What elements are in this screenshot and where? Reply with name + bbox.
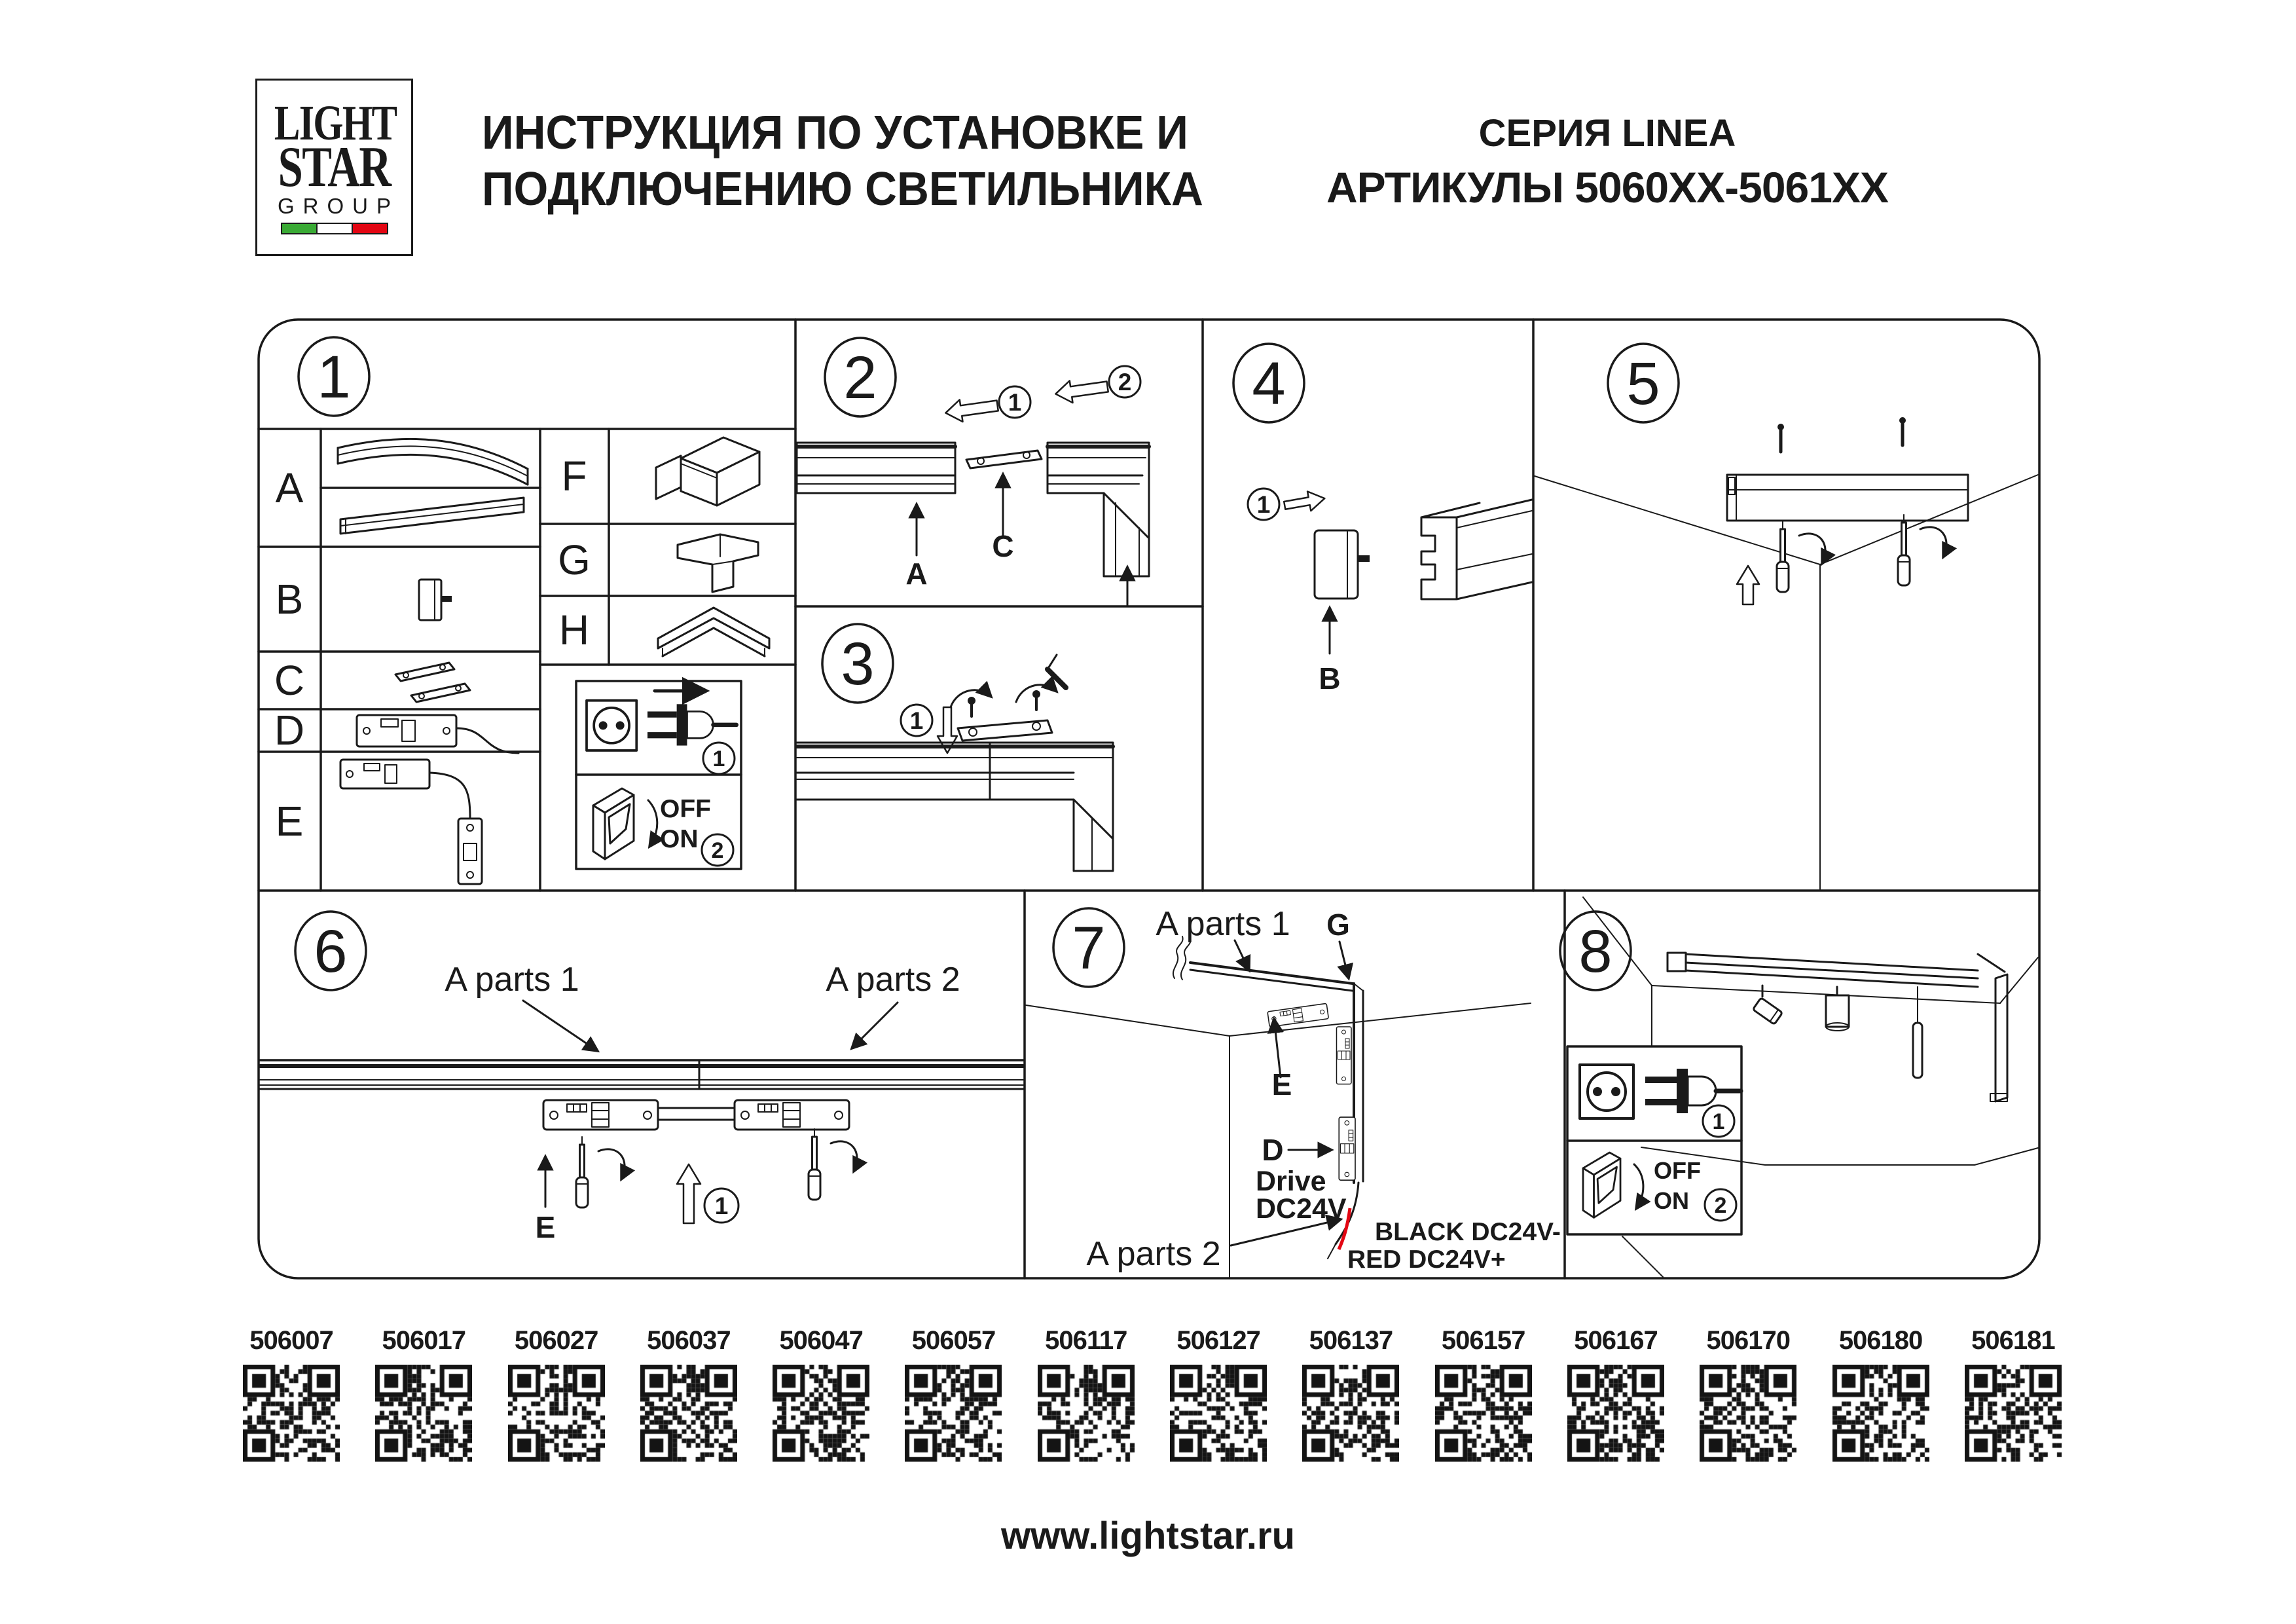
hollow-arrow-step1-icon	[944, 395, 999, 424]
qr-item	[1699, 1326, 1797, 1462]
qr-code-image	[1700, 1365, 1796, 1462]
part-a-straight-track-drawing	[340, 498, 524, 534]
qr-code-image	[1170, 1365, 1267, 1462]
qr-code-image	[508, 1365, 605, 1462]
qr-item	[374, 1326, 473, 1462]
qr-article-number: 506167	[1574, 1326, 1658, 1355]
part-label-f: F	[561, 452, 587, 500]
qr-item	[1832, 1326, 1930, 1462]
part-a-curved-track-drawing	[338, 439, 528, 485]
end-cap-b-drawing	[1315, 530, 1370, 599]
part-label-e: E	[275, 798, 304, 845]
panel-1-number: 1	[317, 344, 351, 411]
logo-star-text: STAR	[278, 136, 391, 199]
part-h-flat-corner-drawing	[658, 608, 769, 656]
callout-g: G	[1326, 908, 1350, 942]
luminaires-drawing	[1753, 986, 1922, 1078]
panel-8-number: 8	[1578, 918, 1613, 985]
panel-4-end-cap	[1233, 344, 1532, 695]
panel-3-step-1: 1	[909, 707, 924, 734]
series-name: СЕРИЯ LINEA	[1478, 112, 1736, 155]
inset-step-1: 1	[1712, 1109, 1725, 1134]
callout-e: E	[535, 1210, 556, 1244]
qr-code-image	[1965, 1365, 2062, 1462]
panel-6-number: 6	[314, 918, 348, 985]
drive-label-line1: Drive	[1256, 1166, 1326, 1197]
qr-article-number: 506007	[249, 1326, 333, 1355]
inset-step-2: 2	[711, 838, 724, 863]
panel-1-power-inset	[576, 681, 741, 869]
inset-on-label: ON	[660, 825, 699, 853]
qr-article-number: 506127	[1176, 1326, 1260, 1355]
panel-7-corner-wiring	[1026, 905, 1561, 1277]
left-track-drawing	[797, 443, 955, 493]
screw-icons	[1777, 417, 1906, 452]
qr-item	[507, 1326, 606, 1462]
qr-code-image	[1567, 1365, 1664, 1462]
qr-article-number: 506047	[779, 1326, 863, 1355]
panel-1-parts-table	[259, 337, 795, 891]
screws-and-plate-drawing	[951, 655, 1066, 741]
qr-article-number: 506137	[1309, 1326, 1393, 1355]
long-track-drawing	[260, 1060, 1023, 1089]
logo-light-text: LIGHT	[274, 96, 397, 151]
qr-item	[1964, 1326, 2062, 1462]
callout-e: E	[1271, 1067, 1292, 1101]
qr-article-number: 506027	[514, 1326, 598, 1355]
qr-article-number: 506157	[1441, 1326, 1525, 1355]
track-profile-drawing	[1421, 500, 1532, 599]
part-label-h: H	[558, 606, 590, 654]
parts2-label: A parts 2	[826, 961, 960, 999]
right-corner-track-drawing	[1048, 443, 1149, 576]
inset-step-1: 1	[712, 747, 725, 771]
parts1-label: A parts 1	[1156, 905, 1290, 943]
hollow-right-arrow-icon	[1283, 489, 1326, 515]
panel-7-number: 7	[1072, 915, 1106, 982]
callout-b: B	[1319, 661, 1341, 695]
part-label-g: G	[558, 536, 591, 583]
qr-article-number: 506117	[1045, 1326, 1127, 1355]
qr-code-image	[375, 1365, 472, 1462]
part-label-a: A	[275, 464, 304, 511]
callout-d: D	[1262, 1133, 1284, 1167]
qr-code-image	[1435, 1365, 1532, 1462]
qr-code-image	[1302, 1365, 1399, 1462]
parts2-label: A parts 2	[1086, 1235, 1221, 1273]
qr-article-number: 506037	[647, 1326, 731, 1355]
part-e-corner-driver-drawing	[340, 760, 482, 884]
part-g-corner-cover-drawing	[678, 534, 758, 592]
inset-off-label: OFF	[1654, 1157, 1701, 1184]
qr-item	[904, 1326, 1002, 1462]
hollow-up-arrow-icon	[1737, 566, 1759, 604]
qr-article-number: 506057	[911, 1326, 996, 1355]
qr-article-number: 506180	[1838, 1326, 1923, 1355]
qr-item	[1169, 1326, 1267, 1462]
panel-2-step-1: 1	[1008, 389, 1022, 416]
qr-code-image	[243, 1365, 340, 1462]
panel-3-fix-joint	[797, 624, 1113, 871]
qr-article-number: 506017	[382, 1326, 466, 1355]
panel-5-number: 5	[1626, 350, 1660, 417]
joined-corner-track-drawing	[797, 743, 1113, 871]
qr-article-number: 506170	[1706, 1326, 1790, 1355]
parts1-label: A parts 1	[445, 961, 579, 999]
part-f-corner-connector-drawing	[656, 437, 759, 506]
inset-step-2: 2	[1714, 1193, 1727, 1218]
qr-code-image	[905, 1365, 1002, 1462]
qr-item	[640, 1326, 738, 1462]
panel-6-step-1: 1	[714, 1192, 729, 1219]
panel-8-power-inset	[1567, 1046, 1741, 1234]
drive-label-line2: DC24V	[1256, 1193, 1347, 1225]
panel-4-number: 4	[1252, 350, 1286, 417]
qr-code-image	[1832, 1365, 1929, 1462]
room-lines	[1583, 897, 2038, 1277]
qr-item	[242, 1326, 340, 1462]
panel-4-step-1: 1	[1256, 491, 1271, 518]
inset-on-label: ON	[1654, 1187, 1689, 1214]
joint-plate-drawing	[966, 451, 1042, 468]
articles-range: АРТИКУЛЫ 5060XX-5061XX	[1326, 163, 1888, 212]
track-bar-drawing	[1727, 475, 1968, 521]
qr-item	[1302, 1326, 1400, 1462]
website-url: www.lightstar.ru	[1000, 1515, 1296, 1557]
qr-code-image	[773, 1365, 869, 1462]
inset-off-label: OFF	[660, 795, 711, 823]
part-b-end-cap-drawing	[419, 580, 452, 620]
logo-group-text: GROUP	[277, 194, 399, 218]
qr-item	[772, 1326, 870, 1462]
qr-code-image	[1038, 1365, 1135, 1462]
panel-8-finished-install	[1560, 897, 2038, 1277]
qr-code-image	[640, 1365, 737, 1462]
part-c-joint-plates-drawing	[395, 663, 470, 702]
wire-red-label: RED DC24V+	[1347, 1246, 1506, 1274]
hollow-arrow-step2-icon	[1054, 376, 1109, 405]
panel-2-number: 2	[843, 344, 877, 411]
qr-item	[1567, 1326, 1665, 1462]
panel-3-number: 3	[841, 631, 875, 697]
part-label-b: B	[275, 576, 304, 623]
panel-2-join-tracks	[797, 338, 1149, 606]
hollow-up-arrow-icon	[677, 1164, 701, 1223]
callout-c: C	[992, 529, 1014, 563]
wire-black-label: BLACK DC24V-	[1375, 1218, 1561, 1246]
qr-item	[1434, 1326, 1533, 1462]
panel-6-join-runs	[260, 912, 1023, 1244]
article-qr-row	[242, 1326, 2062, 1462]
panel-2-step-2: 2	[1118, 369, 1132, 396]
title-line-1: ИНСТРУКЦИЯ ПО УСТАНОВКЕ И	[482, 107, 1188, 159]
panel-5-mount-track	[1535, 344, 2038, 889]
title-line-2: ПОДКЛЮЧЕНИЮ СВЕТИЛЬНИКА	[482, 163, 1203, 215]
callout-a: A	[905, 557, 928, 591]
qr-item	[1037, 1326, 1135, 1462]
qr-article-number: 506181	[1971, 1326, 2055, 1355]
part-label-d: D	[274, 707, 305, 754]
part-label-c: C	[274, 657, 305, 704]
part-d-driver-drawing	[357, 715, 519, 753]
room-corner-lines	[1535, 475, 2038, 889]
